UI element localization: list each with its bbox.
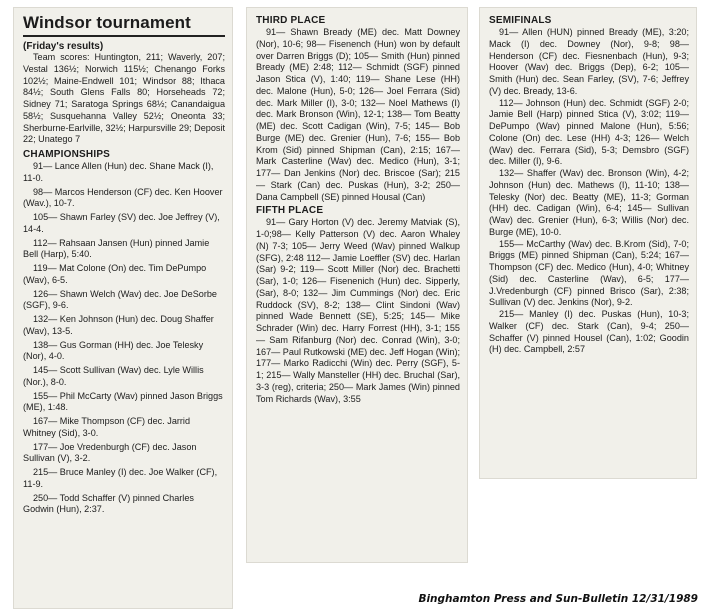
semifinal-paragraph: 215— Manley (I) dec. Puskas (Hun), 10-3; Walker (CF) dec. Stark (Can), 9-4; 250— Schaffer (V) pinned Housel (Can), 1:02; Goodin (H) dec. Campbell, 2:57	[489, 309, 689, 355]
semifinal-paragraph: 91— Allen (HUN) pinned Bready (ME), 3:20; Mack (I) dec. Downey (Nor), 9-8; 98— Henderson (CF) dec. Fiesnenbach (Hun), 9-3; Hoover (Wav) dec. Briggs (Dep), 6-2; 105— Smith (Hun) dec. Sean Farley, (SV), 7-6; Jeffrey (V) dec. Bready, 13-6.	[489, 27, 689, 96]
championship-entry: 138— Gus Gorman (HH) dec. Joe Telesky (Nor), 4-0.	[23, 339, 204, 362]
section-fifth-place: FIFTH PLACE	[256, 205, 324, 217]
championship-entry: 215— Bruce Manley (I) dec. Joe Walker (CF), 11-9.	[23, 467, 218, 489]
championship-entry: 91— Lance Allen (Hun) dec. Shane Mack (I), 11-0.	[23, 161, 214, 183]
clipping-column-3	[480, 8, 696, 478]
team-scores: Team scores: Huntington, 211; Waverly, 207; Vestal 136½; Norwich 115½; Chenango Forks 102½; Maine-Endwell 101; Windsor 88; Ithaca 84½; South Glens Falls 80; Horseheads 72; Sidney 71; Saratoga Springs 68½; Canandaigua 58½; Susquehanna Valley 52½; Oneonta 33; Sherburne-Earlville, 32½; Harpursville 29; Deposit 22; Unatego 7	[23, 52, 225, 145]
fifth-place-results: 91— Gary Horton (V) dec. Jeremy Matviak (S), 1-0;98— Kelly Patterson (V) dec. Aaron Whaley (N) 7-3; 105— Jerry Weed (Wav) pinned Walkup (SFG), 2:48 112— Jamie Loeffler (SV) dec. Harlan (Sar) 9-2; 119— Scott Miller (Nor) dec. Brachetti (Sar), 1-0; 126— Fisenenich (Hun) dec. Sipperly, (Sar), 8-0; 132— Jim Cummings (Nor) dec. Eric Ruddock (SV), 8-2; 138— Clint Sindoni (Wav) pinned Wade Bennett (SE), 5:25; 145— Mike Schrader (Win) dec. Harry Forrest (HH), 3-1; 155— Sam Rifanburg (Nor) dec. Conrad (Win), 3-0; 167— Paul Rutkowski (ME) dec. Jeff Hogan (Win); 177— Marko Radicchi (Win) dec. Perry (SGF), 5-1; 215— Wally Mansteller (HH) dec. Bruchal (Sar), 3-3 (reg), criteria; 250— Mark James (Win) pinned Tom Richards (Wav), 3:55	[256, 217, 461, 404]
section-semifinals: SEMIFINALS	[489, 15, 552, 26]
clipping-column-1	[14, 8, 232, 608]
semifinal-paragraph: 155— McCarthy (Wav) dec. B.Krom (Sid), 7-0; Briggs (ME) pinned Shipman (Can), 5:24; 167— Thompson (CF) dec. Medico (Hun), 4-0; Whitney (Sid) dec. Casterline (Wav), 6-5; 177— J.Vredenburgh (CF) pinned Brisco (Sar), 2:38; Sullivan (V) dec. Jenkins (Nor), 9-2.	[489, 238, 689, 308]
third-place-results: 91— Shawn Bready (ME) dec. Matt Downey (Nor), 10-6; 98— Fisenench (Hun) won by default over Darren Briggs (D); 105— Smith (Hun) pinned Bready (ME) 2:48; 112— Schmidt (SGF) pinned Jason Stica (V), 1:40; 119— Shane Lese (HH) dec. Malone (Hun), 5-0; 126— Joel Ferrara (Sid) dec. Mark Miller (I), 3-0; 132— Noel Mathews (I) dec. Mark Bronson (Win), 12-1; 138— Tom Beatty (ME) dec. Scott Cadigan (Win), 7-5; 145— Bob Burge (ME) dec. Grenier (Hun), 7-6; 155— Bob Krom (Sid) pinned Shipman (Can), 2:15; 167— Mark Casterline (Wav) dec. Medico (Hun), 3-1; 177— Dan Jenkins (Nor) dec. Briscoe (Sar); 215— Stark (Can) dec. Puskas (Hun), 3-2; 250— Dana Campbell (SE) pinned Housal (Can)	[256, 27, 460, 202]
championship-entry: 167— Mike Thompson (CF) dec. Jarrid Whitney (Sid), 3-0.	[23, 416, 191, 438]
section-championships: CHAMPIONSHIPS	[23, 149, 111, 160]
championship-entry: 177— Joe Vredenburgh (CF) dec. Jason Sullivan (V), 3-2.	[23, 441, 197, 464]
championship-entry: 145— Scott Sullivan (Wav) dec. Lyle Willis (Nor.), 8-0.	[23, 365, 204, 387]
championship-entry: 105— Shawn Farley (SV) dec. Joe Jeffrey (V), 14-4.	[23, 212, 220, 234]
semifinal-paragraph: 112— Johnson (Hun) dec. Schmidt (SGF) 2-0; Jamie Bell (Harp) pinned Stica (V), 3:02; 119— DePumpo (Wav) pinned Malone (Hun), 5:56; Colone (On) dec. Lese (HH) 4-3; 126— Welch (Wav) dec. Ferrara (Sid), 5-3; Demsbro (SGF) dec. Miller (I), 9-6.	[489, 97, 689, 167]
championship-entry: 119— Mat Colone (On) dec. Tim DePumpo (Wav), 6-5.	[23, 263, 207, 285]
clipping-column-2	[247, 8, 467, 562]
championship-entry: 250— Todd Schaffer (V) pinned Charles Godwin (Hun), 2:37.	[23, 492, 194, 515]
championship-entry: 132— Ken Johnson (Hun) dec. Doug Shaffer (Wav), 13-5.	[23, 314, 214, 336]
championship-entry: 126— Shawn Welch (Wav) dec. Joe DeSorbe (SGF), 9-6.	[23, 288, 217, 311]
championship-entry: 155— Phil McCarty (Wav) pinned Jason Briggs (ME), 1:48.	[23, 390, 223, 413]
championship-entry: 98— Marcos Henderson (CF) dec. Ken Hoover (Wav.), 10-7.	[23, 186, 223, 209]
source-caption: Binghamton Press and Sun-Bulletin 12/31/1989	[418, 593, 698, 605]
championship-entry: 112— Rahsaan Jansen (Hun) pinned Jamie Bell (Harp), 5:40.	[23, 237, 210, 260]
semifinal-paragraph: 132— Shaffer (Wav) dec. Bronson (Win), 4-2; Johnson (Hun) dec. Mathews (I), 11-10; 138— Telesky (Nor) dec. Beatty (ME), 11-3; Gorman (HH) dec. Cadigan (Win), 6-4; 145— Sullivan (Wav) dec. Grenier (Hun), 6-3; Willis (Nor) dec. Burge (ME), 10-0.	[489, 168, 689, 237]
section-third-place: THIRD PLACE	[256, 15, 326, 26]
article-headline: Windsor tournament	[23, 13, 225, 37]
results-subhead: (Friday's results)	[23, 41, 104, 52]
